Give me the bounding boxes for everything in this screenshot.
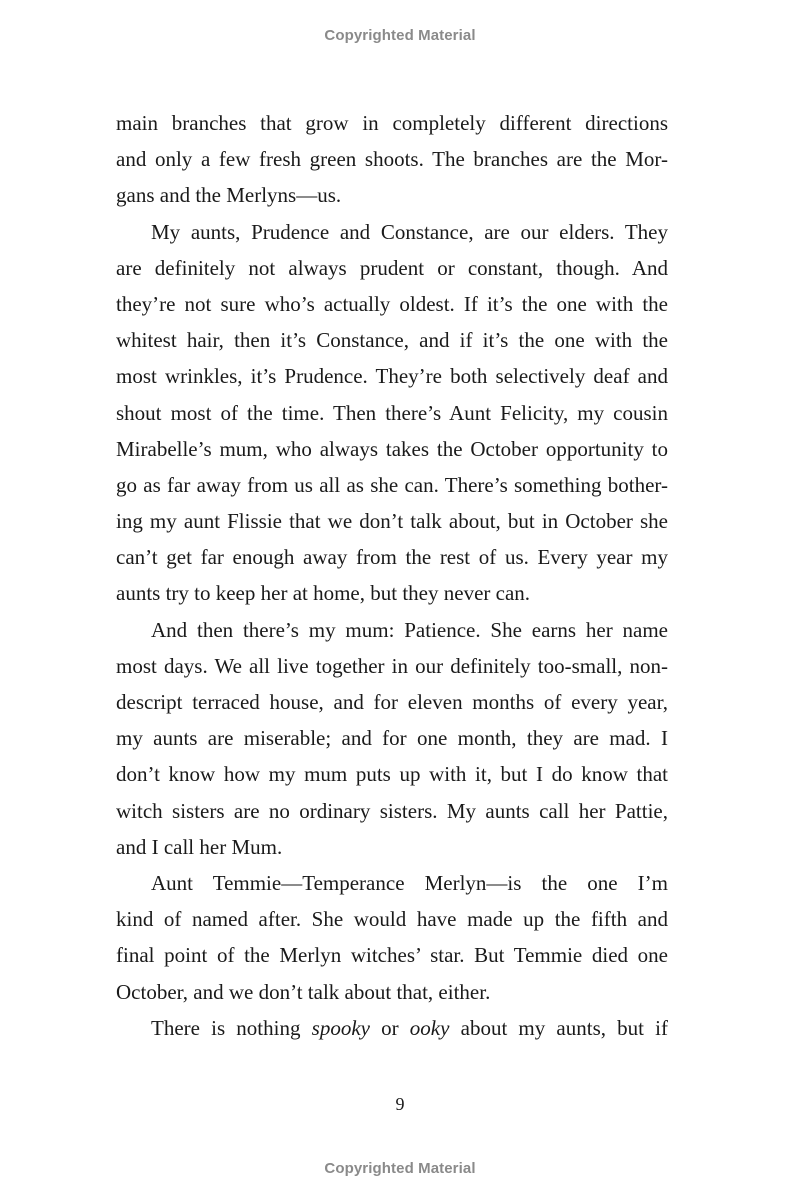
text-line: witch sisters are no ordinary sisters. My aunts call her Pattie, <box>116 798 668 823</box>
text-line: whitest hair, then it’s Constance, and if it’s the one with the <box>116 328 668 353</box>
italic-word-ooky: ooky <box>409 1015 450 1040</box>
text-line: gans and the Merlyns—us. <box>116 183 342 208</box>
text-line: final point of the Merlyn witches’ star. But Temmie died one <box>116 943 668 968</box>
text-line: go as far away from us all as she can. There’s something bother- <box>116 472 668 497</box>
text-line: don’t know how my mum puts up with it, but I do know that <box>116 762 668 787</box>
text-fragment: about my aunts, but if <box>449 1015 669 1040</box>
text-line: main branches that grow in completely different directions <box>116 111 668 135</box>
copyright-watermark-top: Copyrighted Material <box>324 27 476 44</box>
copyright-watermark-bottom: Copyrighted Material <box>324 1160 476 1177</box>
text-fragment: There is nothing <box>151 1015 312 1040</box>
text-line: My aunts, Prudence and Constance, are our elders. They <box>151 219 668 244</box>
text-line: they’re not sure who’s actually oldest. If it’s the one with the <box>116 291 668 316</box>
page-number: 9 <box>395 1094 405 1114</box>
text-line: shout most of the time. Then there’s Aunt Felicity, my cousin <box>116 400 668 425</box>
text-line: and only a few fresh green shoots. The branches are the Mor- <box>116 147 668 172</box>
text-line: most wrinkles, it’s Prudence. They’re both selectively deaf and <box>116 364 668 389</box>
text-line: aunts try to keep her at home, but they never can. <box>116 581 531 606</box>
text-line: Mirabelle’s mum, who always takes the October opportunity to <box>116 436 668 461</box>
body-text <box>116 105 668 1046</box>
text-line: kind of named after. She would have made up the fifth and <box>116 907 668 932</box>
text-line: my aunts are miserable; and for one month, they are mad. I <box>116 726 668 751</box>
text-line: are definitely not always prudent or constant, though. And <box>116 255 668 280</box>
text-line: can’t get far enough away from the rest of us. Every year my <box>116 545 668 570</box>
text-line: and I call her Mum. <box>116 834 283 859</box>
text-line: most days. We all live together in our definitely too-small, non- <box>116 653 668 678</box>
text-line: October, and we don’t talk about that, either. <box>116 979 491 1004</box>
text-line: ing my aunt Flissie that we don’t talk about, but in October she <box>116 509 668 534</box>
text-fragment: or <box>369 1015 410 1040</box>
text-line: descript terraced house, and for eleven months of every year, <box>116 690 668 714</box>
text-line: And then there’s my mum: Patience. She earns her name <box>151 617 668 642</box>
italic-word-spooky: spooky <box>311 1015 370 1040</box>
text-line: Aunt Temmie—Temperance Merlyn—is the one I’m <box>151 870 668 895</box>
text-line-last <box>116 1010 668 1046</box>
